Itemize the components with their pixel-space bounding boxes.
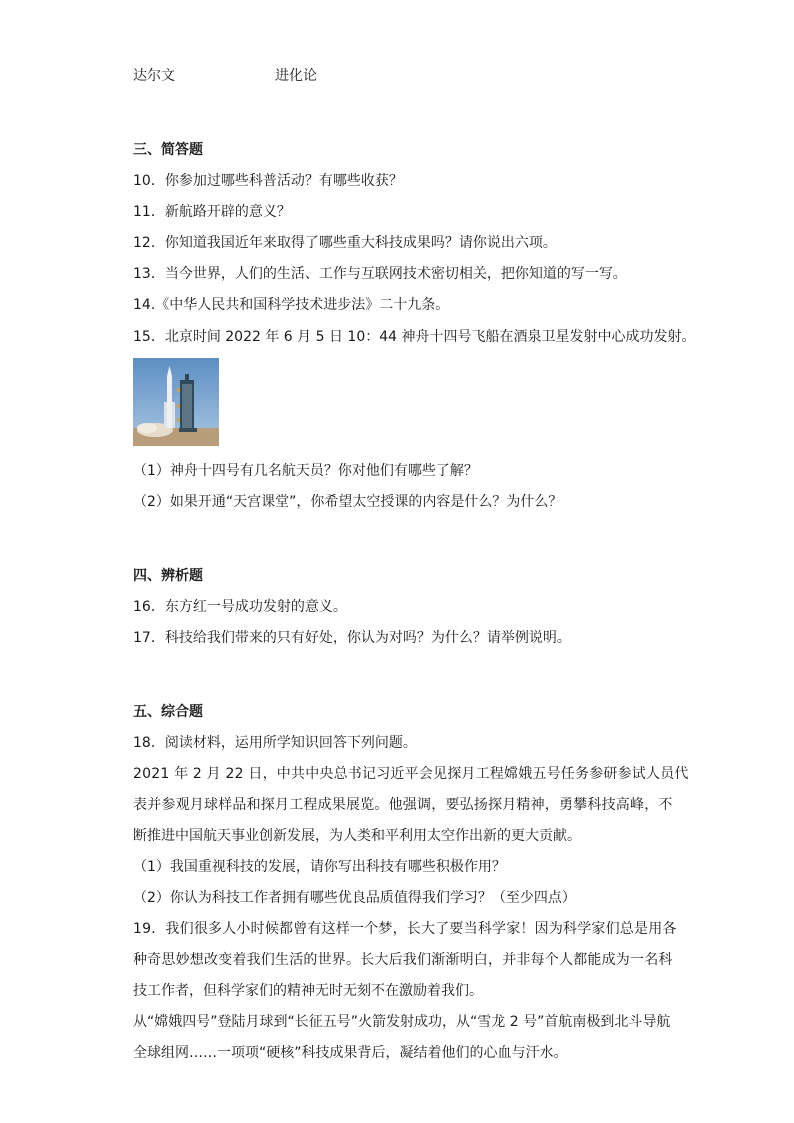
question-15-part-2: （2）如果开通“天宫课堂”，你希望太空授课的内容是什么？为什么？ [133, 494, 563, 510]
question-15: 15．北京时间 2022 年 6 月 5 日 10：44 神舟十四号飞船在酒泉卫星发射中心成功发射。 [133, 329, 696, 345]
question-18-part-2: （2）你认为科技工作者拥有哪些优良品质值得我们学习？（至少四点） [133, 890, 576, 906]
question-19-line-3: 技工作者，但科学家们的精神无时无刻不在激励着我们。 [133, 983, 483, 999]
term-left: 达尔文 [133, 68, 175, 84]
question-11: 11．新航路开辟的意义？ [133, 204, 291, 220]
question-13: 13．当今世界，人们的生活、工作与互联网技术密切相关，把你知道的写一写。 [133, 266, 627, 282]
question-18-material-line-3: 断推进中国航天事业创新发展，为人类和平利用太空作出新的更大贡献。 [133, 828, 581, 844]
question-19-line-1: 19．我们很多人小时候都曾有这样一个梦，长大了要当科学家！因为科学家们总是用各 [133, 921, 677, 937]
rocket-launch-photo [133, 358, 219, 446]
question-15-part-1: （1）神舟十四号有几名航天员？你对他们有哪些了解？ [133, 463, 478, 479]
question-17: 17．科技给我们带来的只有好处，你认为对吗？为什么？请举例说明。 [133, 630, 571, 646]
question-19-line-4: 从“嫦娥四号”登陆月球到“长征五号”火箭发射成功，从“雪龙 2 号”首航南极到北斗导航 [133, 1014, 671, 1030]
question-19-line-5: 全球组网……一项项“硬核”科技成果背后，凝结着他们的心血与汗水。 [133, 1045, 568, 1061]
question-14: 14.《中华人民共和国科学技术进步法》二十九条。 [133, 297, 450, 313]
question-19-line-2: 种奇思妙想改变着我们生活的世界。长大后我们渐渐明白，并非每个人都能成为一名科 [133, 952, 673, 968]
term-pair [133, 66, 317, 86]
question-16: 16．东方红一号成功发射的意义。 [133, 599, 347, 615]
section-heading-comprehensive: 五、综合题 [133, 704, 203, 720]
question-12: 12．你知道我国近年来取得了哪些重大科技成果吗？请你说出六项。 [133, 235, 557, 251]
question-18-material-line-2: 表并参观月球样品和探月工程成果展览。他强调，要弘扬探月精神，勇攀科技高峰，不 [133, 797, 673, 813]
term-right: 进化论 [275, 68, 317, 84]
section-heading-short-answer: 三、简答题 [133, 142, 203, 158]
question-10: 10．你参加过哪些科普活动？有哪些收获？ [133, 173, 403, 189]
question-18-material-line-1: 2021 年 2 月 22 日，中共中央总书记习近平会见探月工程嫦娥五号任务参研参试人员代 [133, 766, 689, 782]
question-18-part-1: （1）我国重视科技的发展，请你写出科技有哪些积极作用？ [133, 859, 506, 875]
question-18: 18．阅读材料，运用所学知识回答下列问题。 [133, 735, 417, 751]
section-heading-analysis: 四、辨析题 [133, 568, 203, 584]
